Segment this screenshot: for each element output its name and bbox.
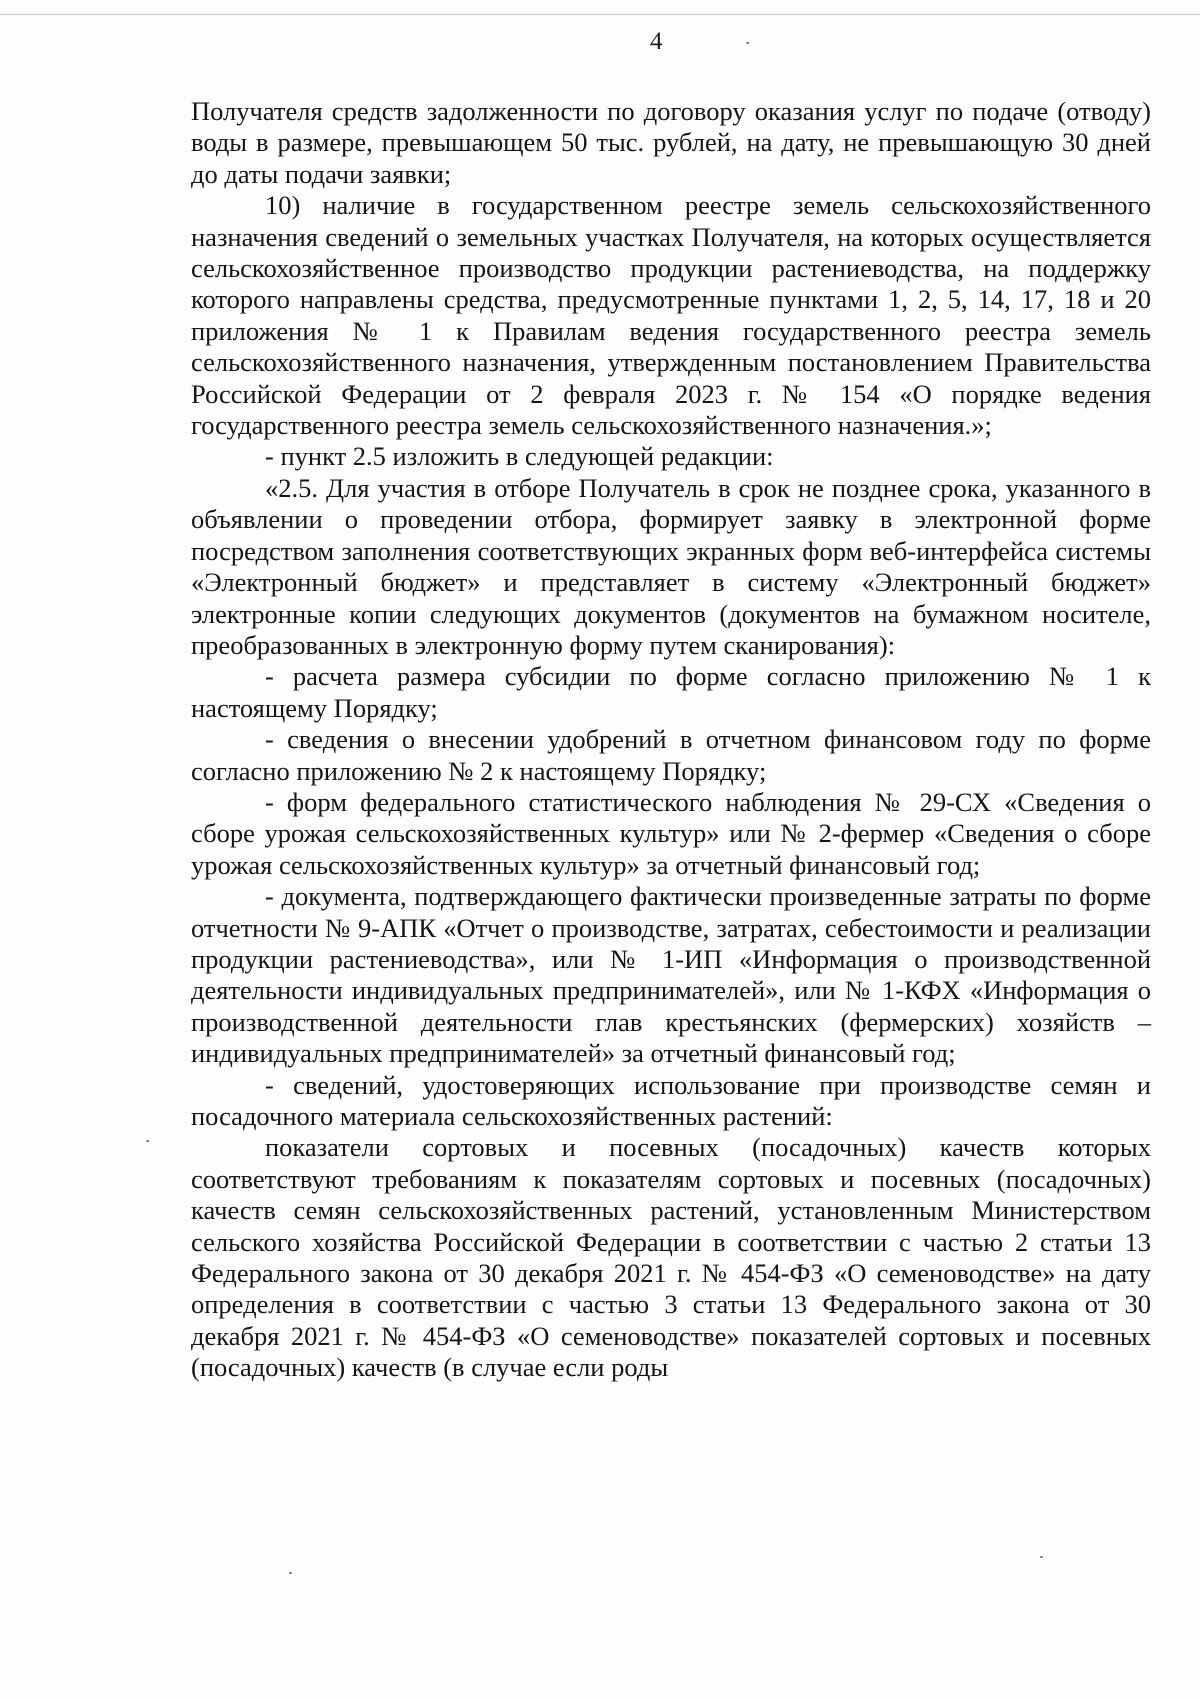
document-body [191, 96, 1151, 1384]
page-number: 4 [650, 28, 663, 55]
scan-speck [746, 42, 749, 44]
list-item-statistical-forms: - форм федерального статистического наблюдения № 29-СХ «Сведения о сборе урожая сельскохозяйственных культур» или № 2-фермер «Сведения о сборе урожая сельскохозяйственных культур» за отчетный финансовый год; [191, 786, 1151, 880]
scan-speck [289, 1572, 292, 1574]
list-item-seed-usage: - сведений, удостоверяющих использование при производстве семян и посадочного материала сельскохозяйственных растений: [191, 1069, 1151, 1131]
paragraph-continuation: Получателя средств задолженности по договору оказания услуг по подаче (отводу) воды в размере, превышающем 50 тыс. рублей, на дату, не превышающую 30 дней до даты подачи заявки; [191, 96, 1151, 189]
list-item-subsidy-calculation: - расчета размера субсидии по форме согласно приложению № 1 к настоящему Порядку; [191, 661, 1151, 723]
scan-edge-line [0, 14, 1200, 15]
paragraph-item-10: 10) наличие в государственном реестре земель сельскохозяйственного назначения сведений о земельных участках Получателя, на которых осуществляется сельскохозяйственное производство продукции растениеводства, на поддержку которого направлены средства, предусмотренные пунктами 1, 2, 5, 14, 17, 18 и 20 приложения № 1 к Правилам ведения государственного реестра земель сельскохозяйственного назначения, утвержденным постановлением Правительства Российской Федерации от 2 февраля 2023 г. № 154 «О порядке ведения государственного реестра земель сельскохозяйственного назначения.»; [191, 190, 1151, 441]
scan-speck [1040, 1556, 1043, 1558]
scan-speck [146, 1140, 149, 1142]
paragraph-seed-quality: показатели сортовых и посевных (посадочных) качеств которых соответствуют требованиям к показателям сортовых и посевных (посадочных) качеств семян сельскохозяйственных растений, установленным Министерством сельского хозяйства Российской Федерации в соответствии с частью 2 статьи 13 Федерального закона от 30 декабря 2021 г. № 454-ФЗ «О семеноводстве» на дату определения в соответствии с частью 3 статьи 13 Федерального закона от 30 декабря 2021 г. № 454-ФЗ «О семеноводстве» показателей сортовых и посевных (посадочных) качеств (в случае если роды [191, 1132, 1151, 1383]
paragraph-clause-2-5: «2.5. Для участия в отборе Получатель в срок не позднее срока, указанного в объявлении о проведении отбора, формирует заявку в электронной форме посредством заполнения соответствующих экранных форм веб-интерфейса системы «Электронный бюджет» и представляет в систему «Электронный бюджет» электронные копии следующих документов (документов на бумажном носителе, преобразованных в электронную форму путем сканирования): [191, 472, 1151, 660]
list-item-cost-documents: - документа, подтверждающего фактически произведенные затраты по форме отчетности № 9-АПК «Отчет о производстве, затратах, себестоимости и реализации продукции растениеводства», или № 1-ИП «Информация о производственной деятельности индивидуальных предпринимателей», или № 1-КФХ «Информация о производственной деятельности глав крестьянских (фермерских) хозяйств – индивидуальных предпринимателей» за отчетный финансовый год; [191, 881, 1151, 1069]
paragraph-amendment-intro: - пункт 2.5 изложить в следующей редакции: [265, 441, 774, 472]
list-item-fertilizer-info: - сведения о внесении удобрений в отчетном финансовом году по форме согласно приложению № 2 к настоящему Порядку; [191, 724, 1151, 786]
